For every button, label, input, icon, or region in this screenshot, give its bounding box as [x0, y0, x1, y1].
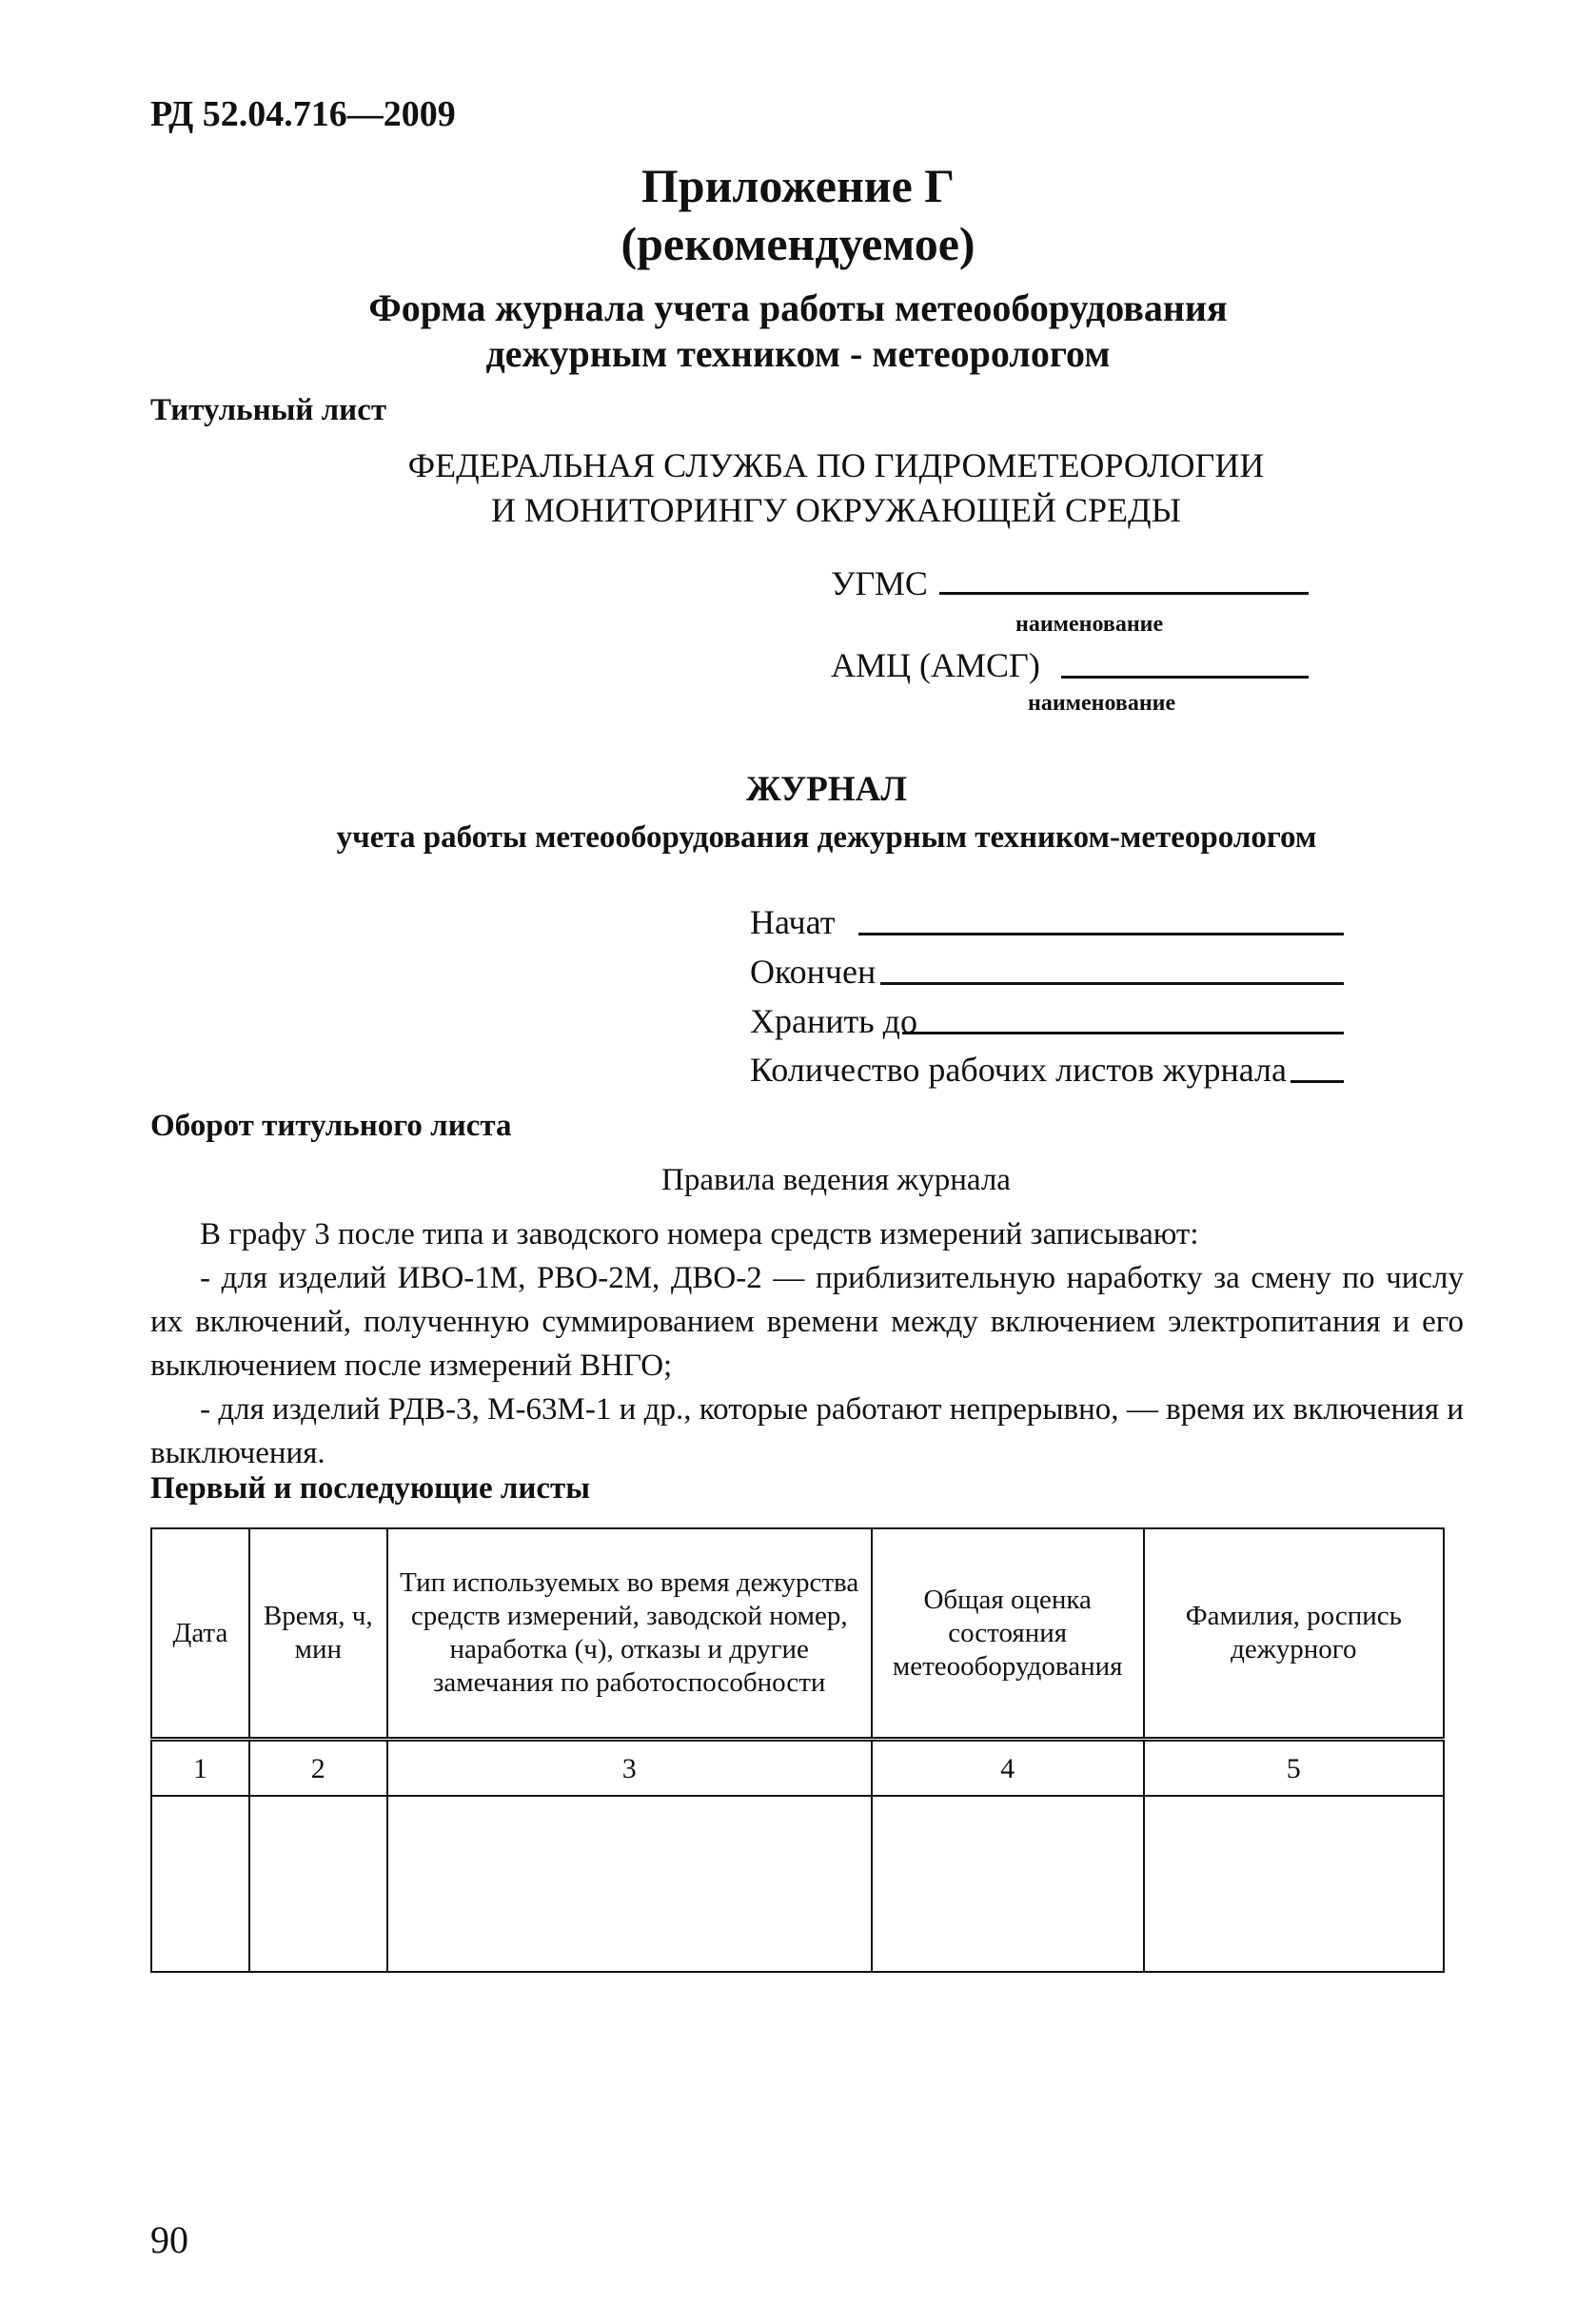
sheet-count-label: Количество рабочих листов журнала — [750, 1051, 1287, 1089]
ugms-caption: наименование — [1015, 612, 1164, 637]
rules-title: Правила ведения журнала — [661, 1163, 1011, 1197]
keep-until-label: Хранить до — [750, 1002, 917, 1040]
log-table — [150, 1527, 1445, 1973]
title-page-heading: Титульный лист — [150, 393, 387, 427]
column-header-date: Дата — [151, 1528, 249, 1740]
empty-cell — [249, 1796, 387, 1972]
column-number-row — [151, 1740, 1444, 1797]
empty-cell — [387, 1796, 872, 1972]
rules-paragraph: - для изделий ИВО-1М, РВО-2М, ДВО-2 — приблизительную наработку за смену по числу их включений, полученную суммированием времени между включением электропитания и его выключением после измерений ВНГО; — [150, 1261, 1464, 1383]
agency-line1: ФЕДЕРАЛЬНАЯ СЛУЖБА ПО ГИДРОМЕТЕОРОЛОГИИ — [407, 446, 1265, 484]
table-header-row — [151, 1528, 1444, 1740]
column-number: 1 — [151, 1740, 249, 1797]
started-blank-line — [858, 933, 1344, 935]
column-header-equipment: Тип используемых во время дежурства средств измерений, заводской номер, наработка (ч), отказы и другие замечания по работоспособности — [387, 1528, 872, 1740]
empty-cell — [872, 1796, 1144, 1972]
ugms-label: УГМС — [831, 564, 928, 602]
column-header-time: Время, ч, мин — [249, 1528, 387, 1740]
appendix-title: Приложение Г — [640, 159, 956, 212]
column-number: 3 — [387, 1740, 872, 1797]
column-number: 5 — [1144, 1740, 1444, 1797]
journal-subtitle: учета работы метеооборудования дежурным техником-метеорологом — [336, 820, 1317, 855]
column-header-signature: Фамилия, роспись дежурного — [1144, 1528, 1444, 1740]
journal-title: ЖУРНАЛ — [746, 770, 907, 809]
empty-cell — [1144, 1796, 1444, 1972]
form-title-line1: Форма журнала учета работы метеооборудования — [368, 286, 1228, 329]
column-number: 2 — [249, 1740, 387, 1797]
started-label: Начат — [750, 903, 836, 941]
agency-line2: И МОНИТОРИНГУ ОКРУЖАЮЩЕЙ СРЕДЫ — [491, 491, 1181, 529]
column-number: 4 — [872, 1740, 1144, 1797]
sheet-count-blank-line — [1291, 1080, 1344, 1083]
document-code: РД 52.04.716—2009 — [150, 94, 456, 134]
ugms-blank-line — [939, 592, 1309, 595]
page-number: 90 — [150, 2218, 188, 2261]
amc-label: АМЦ (АМСГ) — [831, 646, 1040, 684]
table-row — [151, 1796, 1444, 1972]
rules-body — [150, 1212, 1464, 1475]
rules-paragraph: В графу 3 после типа и заводского номера средств измерений записывают: — [200, 1217, 1199, 1251]
finished-label: Окончен — [750, 953, 877, 991]
finished-blank-line — [880, 982, 1344, 985]
amc-blank-line — [1061, 676, 1309, 679]
keep-until-blank-line — [902, 1032, 1344, 1034]
reverse-page-heading: Оборот титульного листа — [150, 1109, 512, 1143]
column-header-assessment: Общая оценка состояния метеооборудования — [872, 1528, 1144, 1740]
empty-cell — [151, 1796, 249, 1972]
amc-caption: наименование — [1028, 691, 1176, 716]
sheets-heading: Первый и последующие листы — [150, 1471, 590, 1506]
form-title-line2: дежурным техником - метеорологом — [485, 332, 1111, 375]
rules-paragraph: - для изделий РДВ-3, М-63М-1 и др., которые работают непрерывно, — время их включения и выключения. — [150, 1392, 1464, 1470]
appendix-kind: (рекомендуемое) — [621, 217, 975, 270]
